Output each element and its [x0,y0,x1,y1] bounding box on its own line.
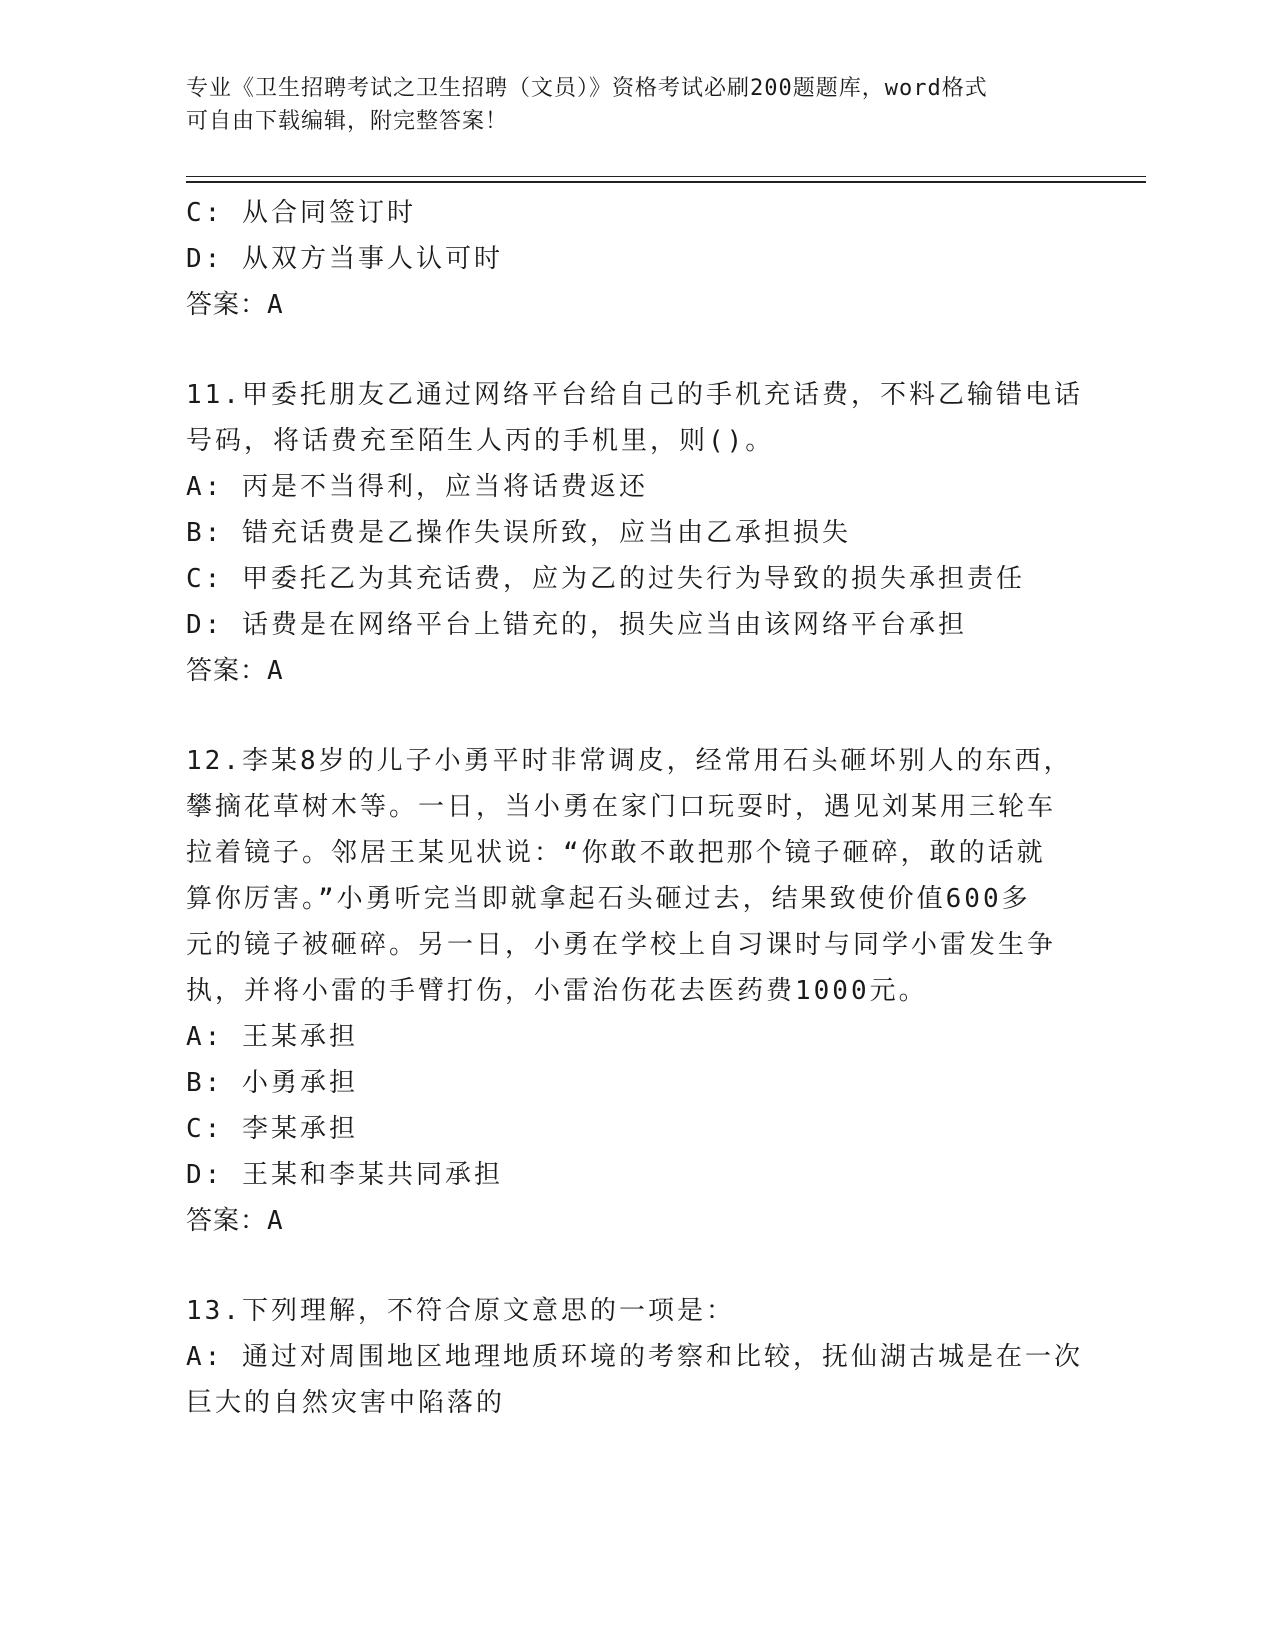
question-12-line-5: 元的镜子被砸碎。另一日，小勇在学校上自习课时与同学小雷发生争 [186,930,1057,960]
option-d: D: 话费是在网络平台上错充的，损失应当由该网络平台承担 [186,610,967,640]
question-13-line-1: 13.下列理解，不符合原文意思的一项是： [186,1296,735,1326]
question-12-line-6: 执，并将小雷的手臂打伤，小雷治伤花去医药费1000元。 [186,976,928,1006]
option-a: A: 丙是不当得利，应当将话费返还 [186,472,648,502]
spacer [186,328,1086,372]
spacer [186,1244,1086,1288]
document-header [186,72,1086,138]
option-d: D: 从双方当事人认可时 [186,244,503,274]
answer-value: A [267,290,284,320]
option-c: C: 李某承担 [186,1114,358,1144]
question-11-line-2: 号码，将话费充至陌生人丙的手机里，则()。 [186,426,775,456]
header-rule-thick [186,181,1146,183]
answer-line [186,1198,1086,1244]
answer-label: 答案： [186,290,268,320]
option-c: C: 甲委托乙为其充话费，应为乙的过失行为导致的损失承担责任 [186,564,1025,594]
answer-value: A [267,1206,284,1236]
option-a: A: 通过对周围地区地理地质环境的考察和比较，抚仙湖古城是在一次 [186,1342,1083,1372]
question-12-line-3: 拉着镜子。邻居王某见状说：“你敢不敢把那个镜子砸碎，敢的话就 [186,838,1046,868]
option-b: B: 错充话费是乙操作失误所致，应当由乙承担损失 [186,518,851,548]
answer-value: A [267,656,284,686]
option-a: A: 王某承担 [186,1022,358,1052]
question-11-line-1: 11.甲委托朋友乙通过网络平台给自己的手机充话费，不料乙输错电话 [186,380,1083,410]
header-line-2: 可自由下载编辑，附完整答案！ [186,109,509,134]
header-rule-thin [186,176,1146,177]
answer-line [186,282,1086,328]
header-line-1: 专业《卫生招聘考试之卫生招聘（文员）》资格考试必刷200题题库，word格式 [186,76,988,101]
question-content [186,190,1086,1426]
question-12-line-2: 攀摘花草树木等。一日，当小勇在家门口玩耍时，遇见刘某用三轮车 [186,792,1057,822]
answer-line [186,648,1086,694]
answer-label: 答案： [186,656,268,686]
question-12-line-4: 算你厉害。”小勇听完当即就拿起石头砸过去，结果致使价值600多 [186,884,1031,914]
answer-label: 答案： [186,1206,268,1236]
option-d: D: 王某和李某共同承担 [186,1160,503,1190]
spacer [186,694,1086,738]
question-12-line-1: 12.李某8岁的儿子小勇平时非常调皮，经常用石头砸坏别人的东西， [186,746,1073,776]
option-a-continued: 巨大的自然灾害中陷落的 [186,1388,506,1418]
option-c: C: 从合同签订时 [186,198,416,228]
option-b: B: 小勇承担 [186,1068,358,1098]
